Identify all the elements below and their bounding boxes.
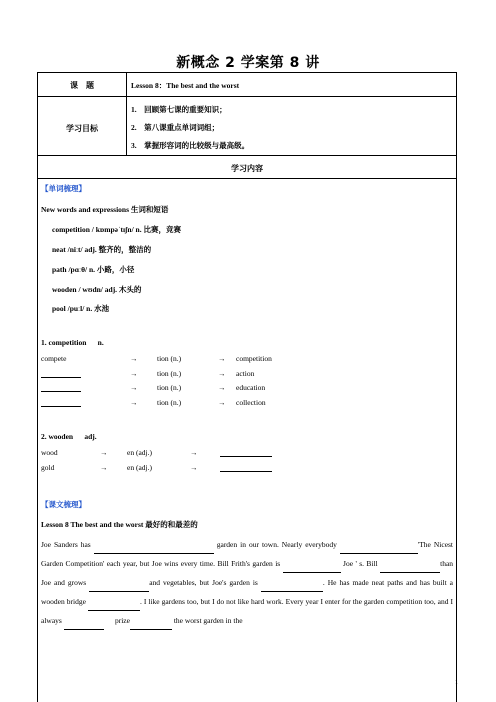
vocab-word: wooden / wʊdn/ adj. 木头的 bbox=[52, 285, 142, 294]
ex1-right: collection bbox=[236, 398, 266, 407]
vocab-section-title: 【单词梳理】 bbox=[41, 184, 86, 193]
passage-text: and vegetables, but Joe's garden is bbox=[149, 578, 258, 587]
goal-item: 1. 回顾第七课的重要知识； bbox=[131, 105, 227, 114]
goals-label: 学习目标 bbox=[66, 124, 98, 133]
arrow-glyph: → bbox=[218, 369, 226, 378]
ex2-left: wood bbox=[41, 448, 58, 457]
arrow-glyph: → bbox=[100, 463, 108, 472]
passage-text: . He has made neat paths and has built a wooden bridge bbox=[41, 578, 454, 606]
ex1-blank[interactable] bbox=[41, 398, 81, 407]
passage-blank[interactable] bbox=[380, 564, 440, 573]
ex1-heading bbox=[41, 338, 104, 347]
vocab-word: path /pɑːθ/ n. 小路，小径 bbox=[52, 265, 135, 274]
text-section-title: 【课文梳理】 bbox=[41, 500, 86, 509]
ex1-mid: tion (n.) bbox=[157, 354, 182, 363]
passage-blank[interactable] bbox=[340, 545, 418, 554]
arrow-glyph: → bbox=[218, 383, 226, 392]
passage-text: Joe Sanders has bbox=[41, 540, 91, 549]
ex1-mid: tion (n.) bbox=[157, 369, 182, 378]
ex2-pos: adj. bbox=[84, 432, 97, 441]
vocab-heading: New words and expressions 生词和短语 bbox=[41, 205, 169, 214]
goal-item: 2. 第八课重点单词词组； bbox=[131, 123, 220, 132]
ex1-right: education bbox=[236, 383, 266, 392]
passage-blank[interactable] bbox=[94, 545, 214, 554]
ex2-blank[interactable] bbox=[220, 448, 272, 457]
ex1-mid: tion (n.) bbox=[157, 383, 182, 392]
passage-blank[interactable] bbox=[261, 583, 323, 592]
content-header: 学习内容 bbox=[231, 164, 263, 173]
passage-text: prize bbox=[114, 616, 130, 625]
ex1-mid: tion (n.) bbox=[157, 398, 182, 407]
vocab-word: neat /niːt/ adj. 整齐的，整洁的 bbox=[52, 245, 152, 254]
ex1-left: compete bbox=[41, 354, 67, 363]
topic-label: 课 题 bbox=[70, 81, 94, 90]
vocab-word: competition / kɒmpəˈtɪʃn/ n. 比赛，竞赛 bbox=[52, 225, 181, 234]
ex1-blank[interactable] bbox=[41, 369, 81, 378]
ex1-right: action bbox=[236, 369, 255, 378]
passage-blank[interactable] bbox=[130, 621, 172, 630]
ex1-pos: n. bbox=[97, 338, 104, 347]
arrow-glyph: → bbox=[218, 354, 226, 363]
arrow-glyph: → bbox=[190, 448, 198, 457]
ex1-blank[interactable] bbox=[41, 383, 81, 392]
topic-value: Lesson 8：The best and the worst bbox=[131, 81, 240, 90]
ex2-mid: en (adj.) bbox=[127, 448, 152, 457]
passage-blank[interactable] bbox=[64, 621, 104, 630]
ex2-blank[interactable] bbox=[220, 463, 272, 472]
arrow-glyph: → bbox=[218, 398, 226, 407]
ex2-mid: en (adj.) bbox=[127, 463, 152, 472]
passage-blank[interactable] bbox=[88, 602, 140, 611]
ex2-heading bbox=[41, 432, 97, 441]
arrow-glyph: → bbox=[130, 398, 138, 407]
arrow-glyph: → bbox=[130, 354, 138, 363]
page-title: 新概念 2 学案第 8 讲 bbox=[176, 55, 320, 71]
passage-blank[interactable] bbox=[89, 583, 149, 592]
passage-text: . I like gardens too, but I do not like hard work. Every year I enter for the garden competition too, and I always bbox=[41, 597, 454, 625]
arrow-glyph: → bbox=[100, 448, 108, 457]
ex2-word: 2. wooden bbox=[41, 432, 74, 441]
ex2-left: gold bbox=[41, 463, 55, 472]
passage-text: than Joe and grows bbox=[41, 559, 454, 587]
arrow-glyph: → bbox=[130, 369, 138, 378]
arrow-glyph: → bbox=[130, 383, 138, 392]
passage-text: 'The Nicest Garden Competition' each year, but Joe wins every time. Bill Frith's garden is bbox=[41, 540, 454, 568]
passage-text: Joe ' s. Bill bbox=[343, 559, 378, 568]
vocab-word: pool /puːl/ n. 水池 bbox=[52, 304, 110, 313]
lesson-passage bbox=[41, 535, 453, 630]
ex1-right: competition bbox=[236, 354, 272, 363]
goal-item: 3. 掌握形容词的比较级与最高级。 bbox=[131, 141, 250, 150]
ex1-word: 1. competition bbox=[41, 338, 87, 347]
passage-blank[interactable] bbox=[283, 564, 341, 573]
passage-text: garden in our town. Nearly everybody bbox=[216, 540, 337, 549]
text-heading: Lesson 8 The best and the worst 最好的和最差的 bbox=[41, 520, 198, 529]
passage-text: the worst garden in the bbox=[173, 616, 243, 625]
arrow-glyph: → bbox=[190, 463, 198, 472]
page-number: 1 bbox=[455, 680, 458, 686]
